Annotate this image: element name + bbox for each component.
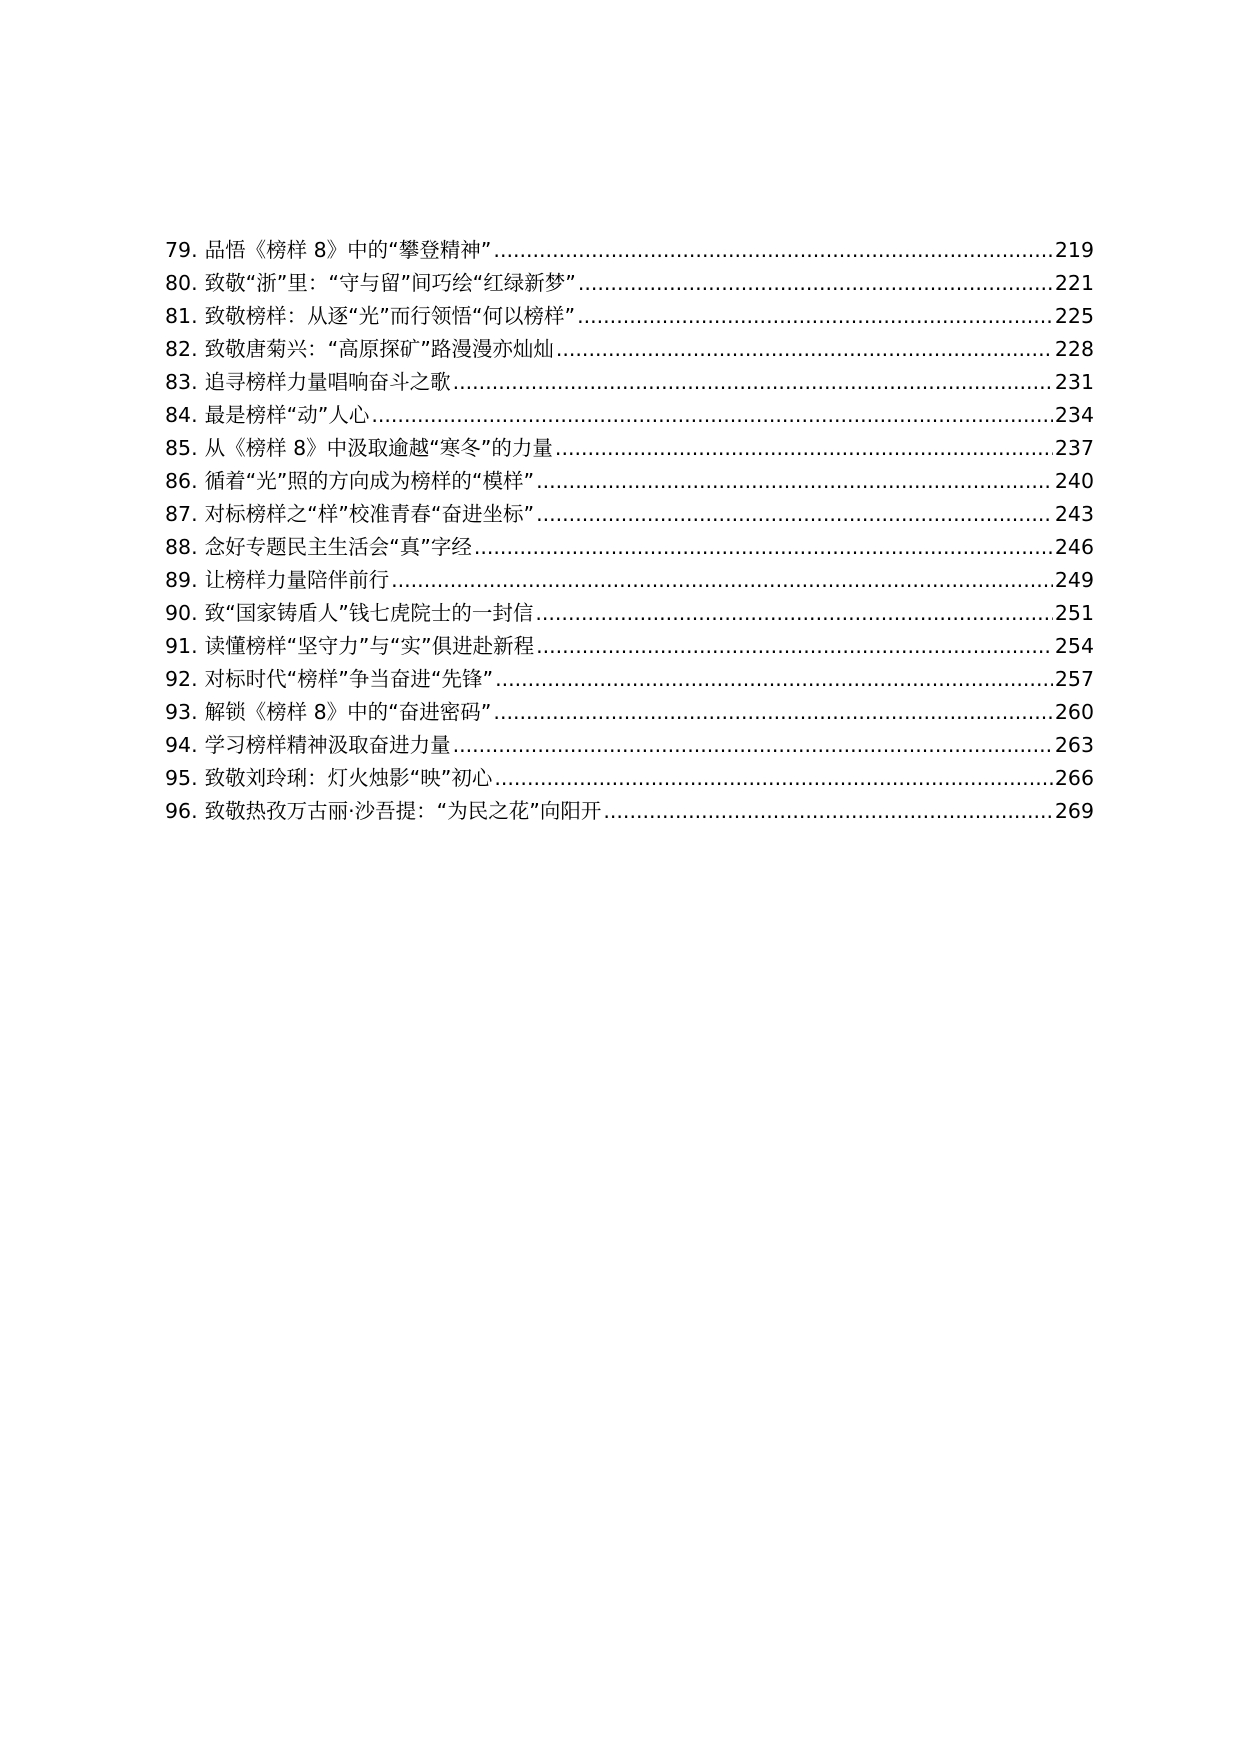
toc-dot-leader — [536, 630, 1053, 663]
toc-dot-leader — [371, 399, 1053, 432]
toc-entry-number: 95. — [165, 766, 198, 790]
toc-entry-title: 品悟《榜样 8》中的“攀登精神” — [204, 238, 492, 262]
toc-entry-number: 86. — [165, 469, 198, 493]
toc-entry-94[interactable] — [165, 729, 1094, 762]
toc-entry-page: 257 — [1054, 667, 1094, 691]
toc-entry-82[interactable] — [165, 333, 1094, 366]
toc-entry-page: 243 — [1054, 502, 1094, 526]
toc-entry-number: 90. — [165, 601, 198, 625]
toc-entry-95[interactable] — [165, 762, 1094, 795]
toc-entry-number: 92. — [165, 667, 198, 691]
toc-entry-title: 学习榜样精神汲取奋进力量 — [204, 733, 451, 757]
toc-entry-number: 85. — [165, 436, 198, 460]
toc-entry-title: 致敬热孜万古丽·沙吾提：“为民之花”向阳开 — [204, 799, 602, 823]
toc-entry-page: 221 — [1054, 271, 1094, 295]
toc-entry-86[interactable] — [165, 465, 1094, 498]
toc-dot-leader — [495, 663, 1053, 696]
toc-entry-title: 追寻榜样力量唱响奋斗之歌 — [204, 370, 451, 394]
toc-dot-leader — [453, 366, 1053, 399]
toc-entry-title: 致敬“浙”里：“守与留”间巧绘“红绿新梦” — [204, 271, 576, 295]
toc-dot-leader — [453, 729, 1053, 762]
toc-dot-leader — [536, 498, 1053, 531]
toc-dot-leader — [556, 333, 1053, 366]
toc-dot-leader — [578, 267, 1053, 300]
toc-entry-title: 让榜样力量陪伴前行 — [204, 568, 390, 592]
toc-entry-title: 致“国家铸盾人”钱七虎院士的一封信 — [204, 601, 534, 625]
toc-entry-84[interactable] — [165, 399, 1094, 432]
toc-entry-number: 88. — [165, 535, 198, 559]
toc-entry-96[interactable] — [165, 795, 1094, 828]
toc-entry-title: 最是榜样“动”人心 — [204, 403, 370, 427]
toc-entry-79[interactable] — [165, 234, 1094, 267]
toc-dot-leader — [493, 234, 1052, 267]
toc-entry-title: 对标榜样之“样”校准青春“奋进坐标” — [204, 502, 535, 526]
table-of-contents — [165, 234, 1094, 828]
toc-dot-leader — [536, 465, 1053, 498]
toc-entry-88[interactable] — [165, 531, 1094, 564]
toc-entry-number: 89. — [165, 568, 198, 592]
toc-entry-81[interactable] — [165, 300, 1094, 333]
toc-dot-leader — [577, 300, 1053, 333]
toc-entry-number: 83. — [165, 370, 198, 394]
toc-entry-title: 从《榜样 8》中汲取逾越“寒冬”的力量 — [204, 436, 553, 460]
toc-entry-85[interactable] — [165, 432, 1094, 465]
toc-entry-number: 94. — [165, 733, 198, 757]
toc-entry-90[interactable] — [165, 597, 1094, 630]
toc-dot-leader — [391, 564, 1053, 597]
toc-entry-page: 225 — [1054, 304, 1094, 328]
toc-entry-page: 269 — [1054, 799, 1094, 823]
toc-entry-number: 82. — [165, 337, 198, 361]
toc-entry-page: 263 — [1054, 733, 1094, 757]
toc-entry-number: 87. — [165, 502, 198, 526]
toc-entry-page: 249 — [1054, 568, 1094, 592]
toc-entry-number: 80. — [165, 271, 198, 295]
toc-entry-80[interactable] — [165, 267, 1094, 300]
toc-entry-page: 246 — [1054, 535, 1094, 559]
toc-entry-title: 对标时代“榜样”争当奋进“先锋” — [204, 667, 494, 691]
toc-entry-page: 231 — [1054, 370, 1094, 394]
toc-entry-title: 循着“光”照的方向成为榜样的“模样” — [204, 469, 535, 493]
toc-entry-number: 93. — [165, 700, 198, 724]
toc-entry-page: 260 — [1054, 700, 1094, 724]
toc-entry-87[interactable] — [165, 498, 1094, 531]
toc-entry-number: 81. — [165, 304, 198, 328]
toc-entry-number: 84. — [165, 403, 198, 427]
toc-entry-title: 解锁《榜样 8》中的“奋进密码” — [204, 700, 492, 724]
toc-entry-number: 96. — [165, 799, 198, 823]
toc-entry-title: 念好专题民主生活会“真”字经 — [204, 535, 472, 559]
toc-entry-title: 致敬刘玲琍：灯火烛影“映”初心 — [204, 766, 493, 790]
toc-entry-number: 79. — [165, 238, 198, 262]
toc-entry-page: 254 — [1054, 634, 1094, 658]
toc-entry-title: 读懂榜样“坚守力”与“实”俱进赴新程 — [204, 634, 535, 658]
toc-entry-93[interactable] — [165, 696, 1094, 729]
toc-entry-page: 237 — [1054, 436, 1094, 460]
toc-entry-page: 266 — [1054, 766, 1094, 790]
toc-dot-leader — [494, 762, 1053, 795]
toc-entry-page: 219 — [1054, 238, 1094, 262]
toc-dot-leader — [535, 597, 1053, 630]
toc-entry-page: 234 — [1054, 403, 1094, 427]
toc-entry-89[interactable] — [165, 564, 1094, 597]
toc-dot-leader — [603, 795, 1052, 828]
toc-entry-page: 240 — [1054, 469, 1094, 493]
toc-dot-leader — [474, 531, 1053, 564]
toc-dot-leader — [493, 696, 1052, 729]
toc-entry-title: 致敬唐菊兴：“高原探矿”路漫漫亦灿灿 — [204, 337, 554, 361]
toc-entry-title: 致敬榜样：从逐“光”而行领悟“何以榜样” — [204, 304, 576, 328]
toc-entry-number: 91. — [165, 634, 198, 658]
toc-entry-page: 228 — [1054, 337, 1094, 361]
toc-entry-83[interactable] — [165, 366, 1094, 399]
toc-dot-leader — [555, 432, 1053, 465]
toc-entry-92[interactable] — [165, 663, 1094, 696]
toc-entry-91[interactable] — [165, 630, 1094, 663]
toc-entry-page: 251 — [1054, 601, 1094, 625]
